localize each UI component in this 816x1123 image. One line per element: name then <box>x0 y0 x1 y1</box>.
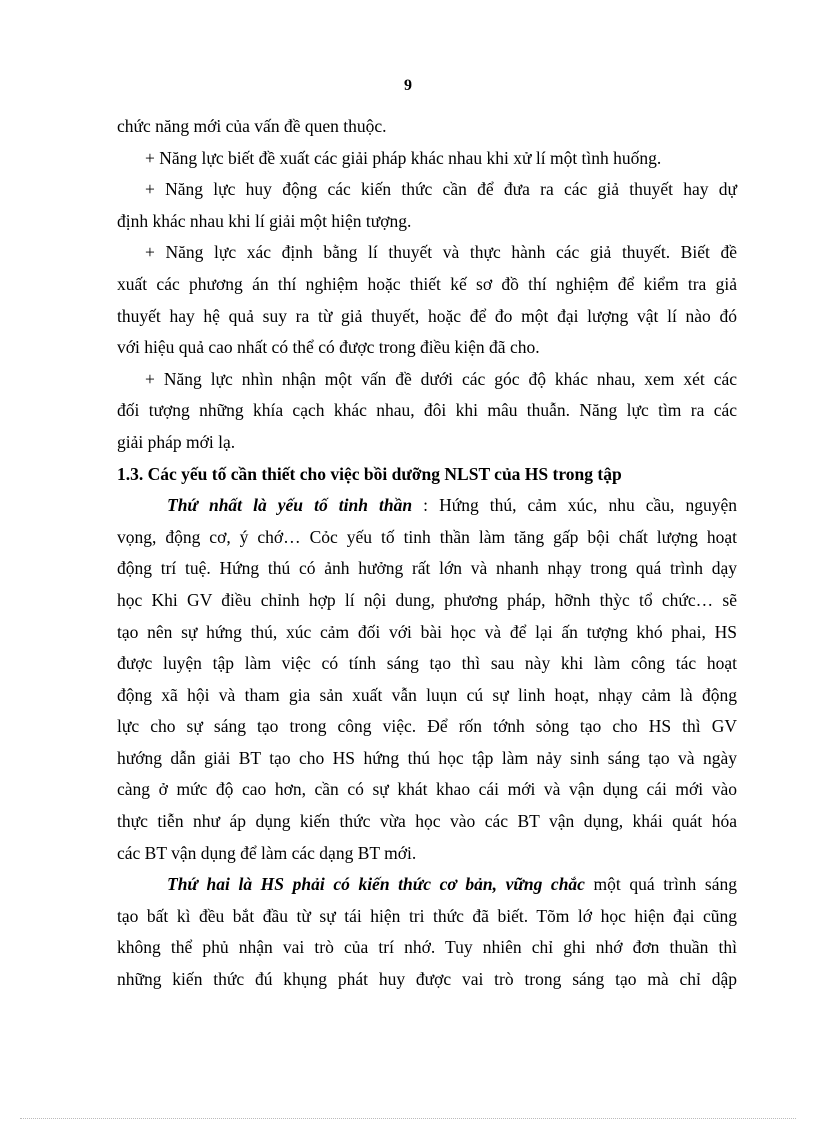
text-line: + Năng lực biết đề xuất các giải pháp khác nhau khi xử lí một tình huống. <box>145 147 662 168</box>
paragraph <box>117 237 737 363</box>
text-line: thuyết hay hệ quả suy ra từ giả thuyết, hoặc để đo một đại lượng vật lí nào đó <box>117 305 737 326</box>
page-bottom-divider <box>20 1118 796 1119</box>
section-heading <box>117 459 737 491</box>
text-fragment: : Hứng thú, cảm xúc, nhu cầu, nguyện <box>412 495 737 516</box>
text-line: tạo bất kì đều bắt đầu từ sự tái hiện tri thức đã biết. Tõm lớ học hiện đại cũng <box>117 905 737 926</box>
text-line: + Năng lực xác định bằng lí thuyết và thực hành các giả thuyết. Biết đề <box>145 242 737 263</box>
text-line: định khác nhau khi lí giải một hiện tượng. <box>117 210 412 231</box>
text-line: không thể phủ nhận vai trò của trí nhớ. Tuy nhiên chỉ ghi nhớ đơn thuần thì <box>117 937 737 958</box>
emphasis-text: Thứ hai là HS phải có kiến thức cơ bản, vững chắc <box>167 874 585 895</box>
text-line: tạo nên sự hứng thú, xúc cảm đối với bài học và để lại ấn tượng khó phai, HS <box>117 621 737 642</box>
paragraph-section-1 <box>117 490 737 869</box>
heading-text: 1.3. Các yếu tố cần thiết cho việc bồi dưỡng NLST của HS trong tập <box>117 463 622 484</box>
paragraph <box>117 364 737 459</box>
paragraph <box>117 143 737 175</box>
text-fragment: một quá trình sáng <box>584 874 737 895</box>
text-line: giải pháp mới lạ. <box>117 431 236 452</box>
text-line: động trí tuệ. Hứng thú có ảnh hưởng rất lớn và nhanh nhạy trong quá trình dạy <box>117 558 737 579</box>
text-line: những kiến thức đú khụng phát huy được vai trò trong sáng tạo mà chỉ dập <box>117 969 737 990</box>
text-line: học Khi GV điều chỉnh hợp lí nội dung, phương pháp, hỡnh thỳc tổ chức… sẽ <box>117 589 737 610</box>
text-line: các BT vận dụng để làm các dạng BT mới. <box>117 842 417 863</box>
text-line: vọng, động cơ, ý chớ… Cỏc yếu tố tinh thần làm tăng gấp bội chất lượng hoạt <box>117 526 737 547</box>
page-number: 9 <box>404 77 412 94</box>
text-line: động xã hội và tham gia sản xuất vẫn luụn cú sự linh hoạt, nhạy cảm là động <box>117 684 737 705</box>
text-line: với hiệu quả cao nhất có thể có được trong điều kiện đã cho. <box>117 337 540 358</box>
text-line: hướng dẫn giải BT tạo cho HS hứng thú học tập làm nảy sinh sáng tạo và ngày <box>117 747 737 768</box>
text-line: chức năng mới của vấn đề quen thuộc. <box>117 116 387 136</box>
text-line: càng ở mức độ cao hơn, cần có sự khát khao cái mới và vận dụng cái mới vào <box>117 779 737 800</box>
paragraph <box>117 174 737 237</box>
paragraph <box>117 111 737 143</box>
text-line: + Năng lực huy động các kiến thức cần để đưa ra các giả thuyết hay dự <box>145 179 737 200</box>
text-line: + Năng lực nhìn nhận một vấn đề dưới các góc độ khác nhau, xem xét các <box>145 368 737 389</box>
text-line <box>117 490 737 522</box>
text-line: lực cho sự sáng tạo trong công việc. Để rốn tớnh sỏng tạo cho HS thì GV <box>117 716 737 737</box>
paragraph-section-2 <box>117 869 737 995</box>
text-line: được luyện tập làm việc có tính sáng tạo thì sau này khi làm công tác hoạt <box>117 653 737 674</box>
text-line: xuất các phương án thí nghiệm hoặc thiết kế sơ đồ thí nghiệm để kiểm tra giả <box>117 273 737 294</box>
body-text <box>117 111 737 996</box>
text-line: thực tiễn như áp dụng kiến thức vừa học vào các BT vận dụng, khái quát hóa <box>117 811 737 832</box>
emphasis-text: Thứ nhất là yếu tố tinh thần <box>167 495 413 516</box>
text-line: đối tượng những khía cạch khác nhau, đôi khi mâu thuẫn. Năng lực tìm ra các <box>117 400 737 421</box>
text-line <box>117 869 737 901</box>
